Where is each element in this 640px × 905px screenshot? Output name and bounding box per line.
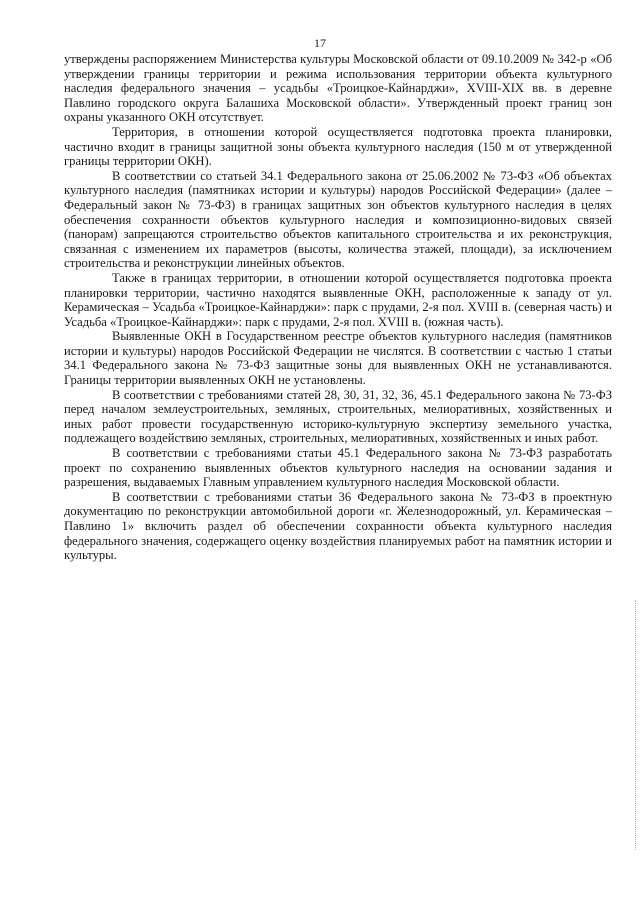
paragraph-preservation-project: В соответствии с требованиями статьи 45.1 Федерального закона № 73-ФЗ разработать проект по сохранению выявленных объектов культурного наследия на основании задания и разрешения, выдаваемых Главным управлением культурного наследия Московской области.: [64, 446, 612, 490]
scan-edge-mark: [634, 600, 636, 850]
document-body: [64, 52, 612, 563]
paragraph-identified-okn: Также в границах территории, в отношении которой осуществляется подготовка проекта планировки территории, частично находятся выявленные ОКН, расположенные к западу от ул. Керамическая – Усадьба «Троицкое-Кайнарджи»: парк с прудами, 2-я пол. XVIII в. (северная часть) и Усадьба «Троицкое-Кайнарджи»: парк с прудами, 2-я пол. XVIII в. (южная часть).: [64, 270, 612, 329]
paragraph-state-register: Выявленные ОКН в Государственном реестре объектов культурного наследия (памятников истории и культуры) народов Российской Федерации не числятся. В соответствии с частью 1 статьи 34.1 Федерального закона № 73-ФЗ защитные зоны для выявленных ОКН не устанавливаются. Границы территории выявленных ОКН не установлены.: [64, 329, 612, 388]
page-number: 17: [314, 36, 326, 50]
paragraph-article-34-1: В соответствии со статьей 34.1 Федерального закона от 25.06.2002 № 73-ФЗ «Об объектах культурного наследия (памятниках истории и культуры) народов Российской Федерации» (далее – Федеральный закон № 73-ФЗ) в границах защитных зон объектов культурного наследия в целях обеспечения сохранности объектов культурного наследия и композиционно-видовых связей (панорам) запрещаются строительство объектов капитального строительства и их реконструкция, связанная с изменением их параметров (высоты, количества этажей, площади), за исключением строительства и реконструкции линейных объектов.: [64, 168, 612, 271]
paragraph-continuation: утверждены распоряжением Министерства культуры Московской области от 09.10.2009 № 342-р «Об утверждении границы территории и режима использования территории объекта культурного наследия федерального значения – усадьбы «Троицкое-Кайнарджи», XVIII-XIX вв. в деревне Павлино городского округа Балашиха Московской области». Утвержденный проект границ зон охраны указанного ОКН отсутствует.: [64, 52, 612, 125]
paragraph-territory: Территория, в отношении которой осуществляется подготовка проекта планировки, частично входит в границы защитной зоны объекта культурного наследия (150 м от утвержденной границы территории ОКН).: [64, 124, 612, 169]
paragraph-expertise: В соответствии с требованиями статей 28, 30, 31, 32, 36, 45.1 Федерального закона № 73-ФЗ перед началом землеустроительных, земляных, строительных, мелиоративных, хозяйственных и иных работ провести государственную историко-культурную экспертизу земельного участка, подлежащего воздействию земляных, строительных, мелиоративных, хозяйственных и иных работ.: [64, 387, 612, 446]
paragraph-road-reconstruction: В соответствии с требованиями статьи 36 Федерального закона № 73-ФЗ в проектную документацию по реконструкции автомобильной дороги «г. Железнодорожный, ул. Керамическая – Павлино 1» включить раздел об обеспечении сохранности объекта культурного наследия федерального значения, содержащего оценку воздействия планируемых работ на памятник истории и культуры.: [64, 489, 612, 563]
